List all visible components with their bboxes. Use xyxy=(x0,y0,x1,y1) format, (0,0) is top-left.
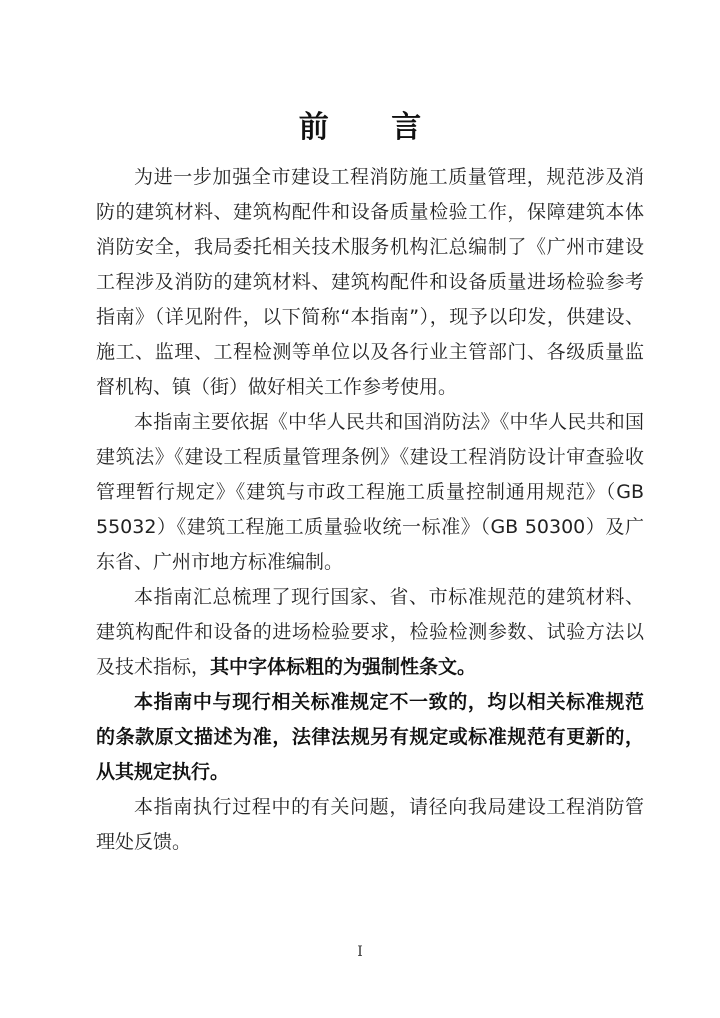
paragraph-text: 本指南主要依据《中华人民共和国消防法》《中华人民共和国建筑法》《建设工程质量管理条例》《建设工程消防设计审查验收管理暂行规定》《建筑与市政工程施工质量控制通用规范》（GB 55032）《建筑工程施工质量验收统一标准》（GB 50300）及广东省、广州市地方标准编制。 xyxy=(96,411,644,573)
paragraph-purpose xyxy=(96,160,644,405)
document-body xyxy=(96,160,644,860)
precedence-statement: 本指南中与现行相关标准规定不一致的，均以相关标准规范的条款原文描述为准，法律法规另有规定或标准规范有更新的，从其规定执行。 xyxy=(96,691,644,783)
page-number: I xyxy=(357,944,363,960)
paragraph-text: 本指南执行过程中的有关问题，请径向我局建设工程消防管理处反馈。 xyxy=(96,796,644,853)
paragraph-feedback xyxy=(96,790,644,860)
paragraph-scope xyxy=(96,580,644,685)
paragraph-text: 为进一步加强全市建设工程消防施工质量管理，规范涉及消防的建筑材料、建筑构配件和设备质量检验工作，保障建筑本体消防安全，我局委托相关技术服务机构汇总编制了《广州市建设工程涉及消防的建筑材料、建筑构配件和设备质量进场检验参考指南》（详见附件，以下简称“本指南”），现予以印发，供建设、施工、监理、工程检测等单位以及各行业主管部门、各级质量监督机构、镇（街）做好相关工作参考使用。 xyxy=(96,166,644,398)
paragraph-text: 本指南汇总梳理了现行国家、省、市标准规范的建筑材料、建筑构配件和设备的进场检验要求，检验检测参数、试验方法以及技术指标， xyxy=(96,586,644,678)
mandatory-clause-note: 其中字体标粗的为强制性条文。 xyxy=(210,656,477,678)
paragraph-precedence xyxy=(96,685,644,790)
paragraph-basis xyxy=(96,405,644,580)
page-title: 前 言 xyxy=(298,110,448,145)
